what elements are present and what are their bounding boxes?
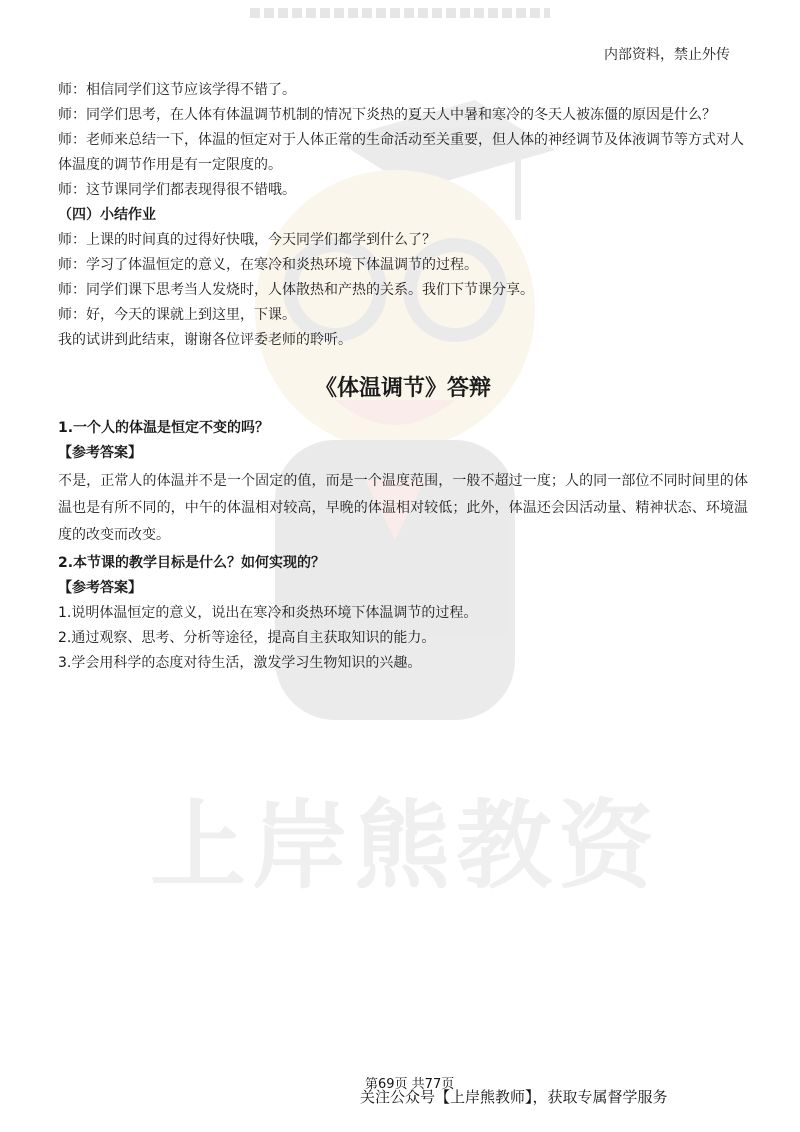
text-line: 师：同学们课下思考当人发烧时，人体散热和产热的关系。我们下节课分享。: [58, 282, 534, 298]
answer-1-text: 不是，正常人的体温并不是一个固定的值，而是一个温度范围，一般不超过一度；人的同一部位不同时间里的体温也是有所不同的，中午的体温相对较高，早晚的体温相对较低；此外，体温还会因活动量、精神状态、环境温度的改变而改变。: [58, 473, 748, 543]
answer-1-label: 【参考答案】: [58, 445, 142, 461]
text-line: 体温度的调节作用是有一定限度的。: [58, 157, 282, 173]
text-line: 师：同学们思考，在人体有体温调节机制的情况下炎热的夏天人中暑和寒冷的冬天人被冻僵的原因是什么？: [58, 107, 716, 123]
question-1: 1.一个人的体温是恒定不变的吗？: [58, 420, 270, 436]
text-line: 师：上课的时间真的过得好快哦，今天同学们都学到什么了？: [58, 232, 436, 248]
confidential-note: 内部资料，禁止外传: [604, 47, 730, 63]
answer-2-label: 【参考答案】: [58, 580, 142, 596]
answer-2-item: 2.通过观察、思考、分析等途径，提高自主获取知识的能力。: [58, 630, 436, 646]
text-line: 我的试讲到此结束，谢谢各位评委老师的聆听。: [58, 332, 352, 348]
text-line: 师：学习了体温恒定的意义，在寒冷和炎热环境下体温调节的过程。: [58, 257, 478, 273]
text-line: 师：好，今天的课就上到这里，下课。: [58, 307, 296, 323]
page-number: 第69页 共77页: [365, 1077, 455, 1092]
brand-watermark-text: 上岸熊教资: [150, 790, 660, 902]
follow-notice: 关注公众号【上岸熊教师】，获取专属督学服务: [360, 1088, 668, 1106]
answer-2-item: 3.学会用科学的态度对待生活，激发学习生物知识的兴趣。: [58, 655, 422, 671]
text-line: 师：相信同学们这节应该学得不错了。: [58, 82, 296, 98]
text-line: 师：老师来总结一下，体温的恒定对于人体正常的生命活动至关重要，但人体的神经调节及体液调节等方式对人: [58, 132, 744, 148]
text-line: 师：这节课同学们都表现得很不错哦。: [58, 182, 296, 198]
top-header-strip: [250, 8, 550, 18]
answer-2-item: 1.说明体温恒定的意义，说出在寒冷和炎热环境下体温调节的过程。: [58, 605, 478, 621]
section-heading: （四）小结作业: [58, 207, 156, 223]
defense-title: 《体温调节》答辩: [314, 376, 491, 401]
document-body: [58, 78, 748, 676]
question-2: 2.本节课的教学目标是什么？如何实现的？: [58, 555, 326, 571]
